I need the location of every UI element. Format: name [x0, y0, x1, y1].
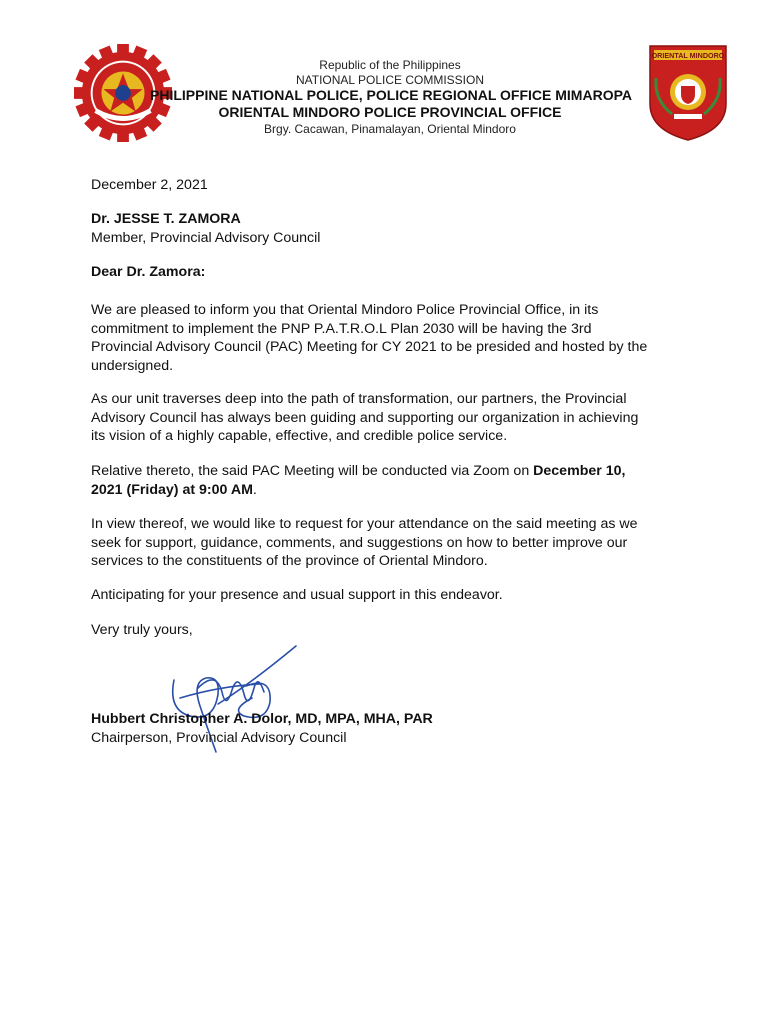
paragraph-2-line-1: As our unit traverses deep into the path of transformation, our partners, the Provincial [91, 391, 627, 407]
paragraph-1-line-1: We are pleased to inform you that Oriental Mindoro Police Provincial Office, in its [91, 302, 599, 318]
signatory-name: Hubbert Christopher A. Dolor, MD, MPA, MHA, PAR [91, 711, 433, 727]
meeting-date-part-1: December 10, [533, 463, 626, 479]
signatory-title: Chairperson, Provincial Advisory Council [91, 730, 347, 746]
paragraph-1-line-4: undersigned. [91, 357, 174, 374]
recipient-title: Member, Provincial Advisory Council [91, 230, 321, 246]
meeting-period: . [252, 481, 257, 498]
paragraph-1-line-2: commitment to implement the PNP P.A.T.R.O.L Plan 2030 will be having the 3rd [91, 320, 592, 337]
shield-banner-text: ORIENTAL MINDORO [651, 51, 725, 60]
salutation: Dear Dr. Zamora: [91, 264, 206, 280]
header-address: Brgy. Cacawan, Pinamalayan, Oriental Mindoro [264, 122, 516, 136]
header-republic: Republic of the Philippines [319, 58, 461, 72]
paragraph-2-line-3: its vision of a highly capable, effective, and credible police service. [91, 428, 508, 444]
header-napolcom: NATIONAL POLICE COMMISSION [295, 73, 485, 87]
closing: Very truly yours, [91, 622, 193, 638]
recipient-name: Dr. JESSE T. ZAMORA [91, 211, 241, 227]
oriental-mindoro-shield-logo [648, 44, 728, 142]
paragraph-2-line-2: Advisory Council has always been guiding and supporting our organization in achieving [91, 409, 639, 426]
header-provincial-office: ORIENTAL MINDORO POLICE PROVINCIAL OFFICE [218, 104, 562, 120]
letter-date: December 2, 2021 [91, 177, 208, 193]
paragraph-1-line-3: Provincial Advisory Council (PAC) Meeting for CY 2021 to be presided and hosted by the [91, 339, 648, 355]
paragraph-4-line-3: services to the constituents of the province of Oriental Mindoro. [91, 553, 488, 569]
paragraph-4-line-1: In view thereof, we would like to request for your attendance on the said meeting as we [91, 516, 638, 532]
paragraph-3-line-2 [91, 481, 678, 500]
meeting-date-part-2: 2021 (Friday) at 9:00 AM [91, 481, 253, 498]
meeting-intro-text: Relative thereto, the said PAC Meeting will be conducted via Zoom on [91, 463, 534, 479]
paragraph-3-line-1 [91, 462, 678, 481]
header-pnp-regional: PHILIPPINE NATIONAL POLICE, POLICE REGIONAL OFFICE MIMAROPA [150, 87, 632, 103]
paragraph-4-line-2: seek for support, guidance, comments, and suggestions on how to better improve our [91, 534, 628, 551]
paragraph-5: Anticipating for your presence and usual support in this endeavor. [91, 587, 503, 603]
